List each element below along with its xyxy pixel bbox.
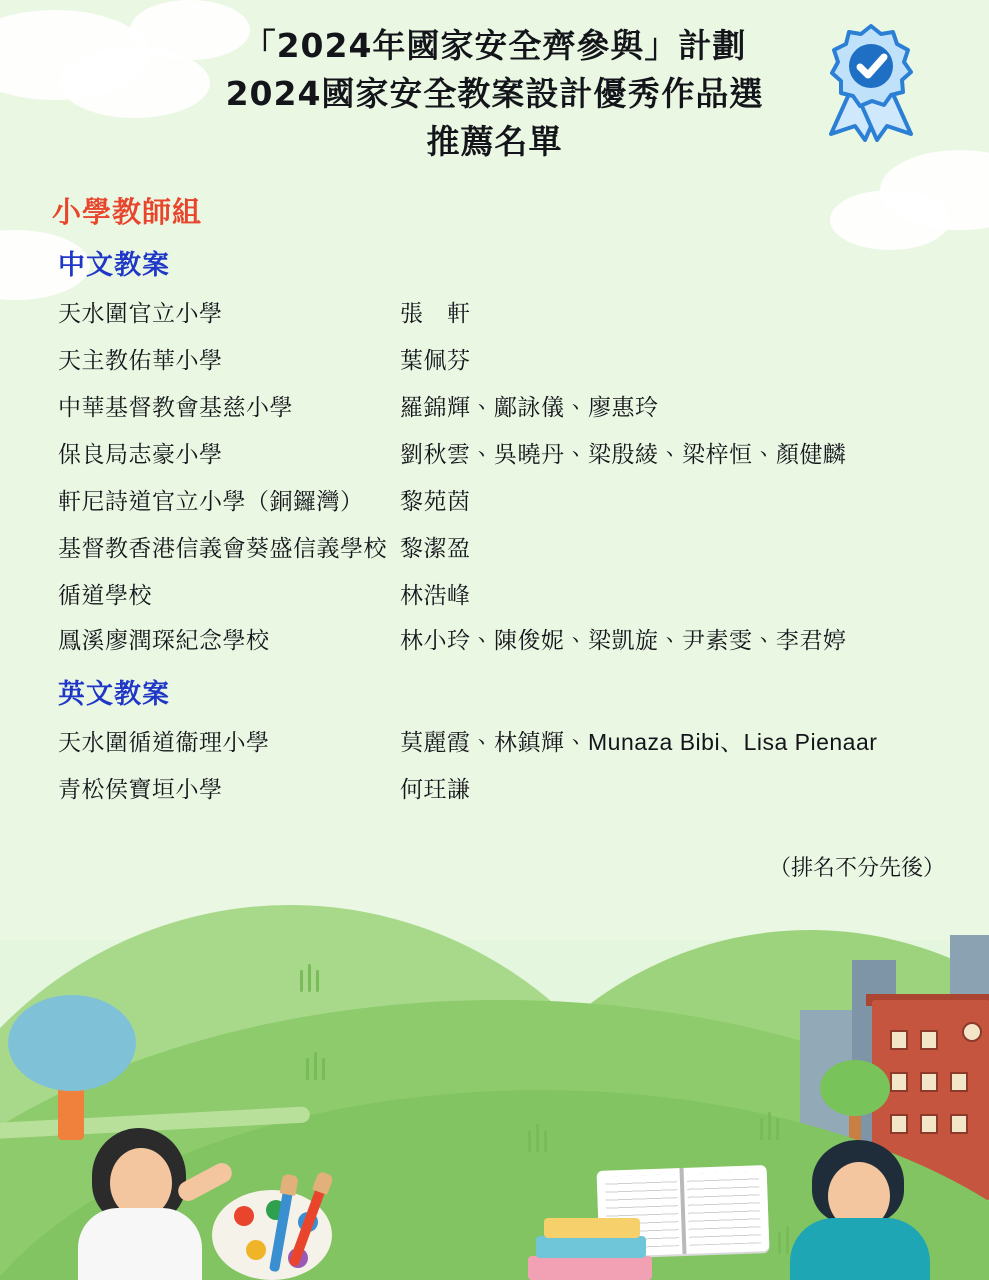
grass-tuft-shape xyxy=(544,1130,547,1152)
grass-tuft-shape xyxy=(778,1232,781,1254)
table-row xyxy=(0,429,989,476)
table-row xyxy=(0,764,989,811)
table-row xyxy=(0,288,989,335)
table-row xyxy=(0,617,989,660)
window-shape xyxy=(890,1114,908,1134)
teacher-names: 劉秋雲、吳曉丹、梁殷綾、梁梓恒、顏健麟 xyxy=(400,441,847,467)
window-shape xyxy=(920,1114,938,1134)
teacher-names: 林浩峰 xyxy=(400,582,471,608)
award-ribbon-icon xyxy=(811,22,931,142)
school-name: 天主教佑華小學 xyxy=(58,347,223,373)
school-name: 保良局志豪小學 xyxy=(58,441,223,467)
footnote: （排名不分先後） xyxy=(768,855,945,880)
table-row xyxy=(0,523,989,570)
book-stack-icon xyxy=(528,1216,652,1280)
book-shape xyxy=(544,1218,640,1238)
grass-tuft-shape xyxy=(314,1052,317,1080)
student-left-body xyxy=(78,1208,202,1280)
school-name: 基督教香港信義會葵盛信義學校 xyxy=(58,535,387,561)
school-name: 軒尼詩道官立小學（銅鑼灣） xyxy=(58,488,364,514)
table-row xyxy=(0,570,989,617)
page-title-line-1: 「2024年國家安全齊參與」計劃 xyxy=(242,26,747,65)
grass-tuft-shape xyxy=(306,1058,309,1080)
table-row xyxy=(0,382,989,429)
teacher-names: 羅錦輝、鄺詠儀、廖惠玲 xyxy=(400,394,659,420)
table-row xyxy=(0,717,989,764)
subsection-title-english: 英文教案 xyxy=(58,679,170,709)
teacher-names: 黎潔盈 xyxy=(400,535,471,561)
teacher-names: 莫麗霞、林鎮輝、Munaza Bibi、Lisa Pienaar xyxy=(400,729,878,755)
school-name: 循道學校 xyxy=(58,582,152,608)
grass-tuft-shape xyxy=(322,1058,325,1080)
paint-blob xyxy=(234,1206,254,1226)
school-name: 青松侯寶垣小學 xyxy=(58,776,223,802)
grass-tuft-shape xyxy=(536,1124,539,1152)
teacher-names: 林小玲、陳俊妮、梁凱旋、尹素雯、李君婷 xyxy=(400,627,847,653)
teacher-names: 葉佩芬 xyxy=(400,347,471,373)
table-row xyxy=(0,335,989,382)
grass-tuft-shape xyxy=(528,1130,531,1152)
page-title-line-3: 推薦名單 xyxy=(426,122,563,161)
tree-crown-shape xyxy=(8,995,136,1091)
recommendation-list xyxy=(0,166,989,882)
tree-crown-shape xyxy=(820,1060,890,1116)
teacher-names: 張 軒 xyxy=(400,300,471,326)
window-shape xyxy=(890,1072,908,1092)
window-shape xyxy=(890,1030,908,1050)
clock-icon xyxy=(962,1022,982,1042)
page-title-line-2: 2024國家安全教案設計優秀作品選 xyxy=(225,74,764,113)
english-lesson-plan-rows xyxy=(0,717,989,811)
window-shape xyxy=(950,1114,968,1134)
grass-tuft-shape xyxy=(776,1118,779,1140)
window-shape xyxy=(950,1072,968,1092)
teacher-names: 何玨謙 xyxy=(400,776,471,802)
book-shape xyxy=(528,1256,652,1280)
school-name: 天水圍官立小學 xyxy=(58,300,223,326)
paint-blob xyxy=(246,1240,266,1260)
student-right-body xyxy=(790,1218,930,1280)
grass-tuft-shape xyxy=(300,970,303,992)
grass-tuft-shape xyxy=(786,1226,789,1254)
grass-tuft-shape xyxy=(768,1112,771,1140)
school-name: 中華基督教會基慈小學 xyxy=(58,394,293,420)
window-shape xyxy=(920,1030,938,1050)
book-shape xyxy=(536,1236,646,1258)
grass-tuft-shape xyxy=(308,964,311,992)
school-name: 鳳溪廖潤琛紀念學校 xyxy=(58,627,270,653)
window-shape xyxy=(920,1072,938,1092)
school-name: 天水圍循道衞理小學 xyxy=(58,729,270,755)
teacher-names: 黎苑茵 xyxy=(400,488,471,514)
chinese-lesson-plan-rows xyxy=(0,288,989,660)
grass-tuft-shape xyxy=(316,970,319,992)
table-row xyxy=(0,476,989,523)
grass-tuft-shape xyxy=(760,1118,763,1140)
subsection-title-chinese: 中文教案 xyxy=(58,250,170,280)
group-title-primary-teachers: 小學教師組 xyxy=(52,197,203,229)
